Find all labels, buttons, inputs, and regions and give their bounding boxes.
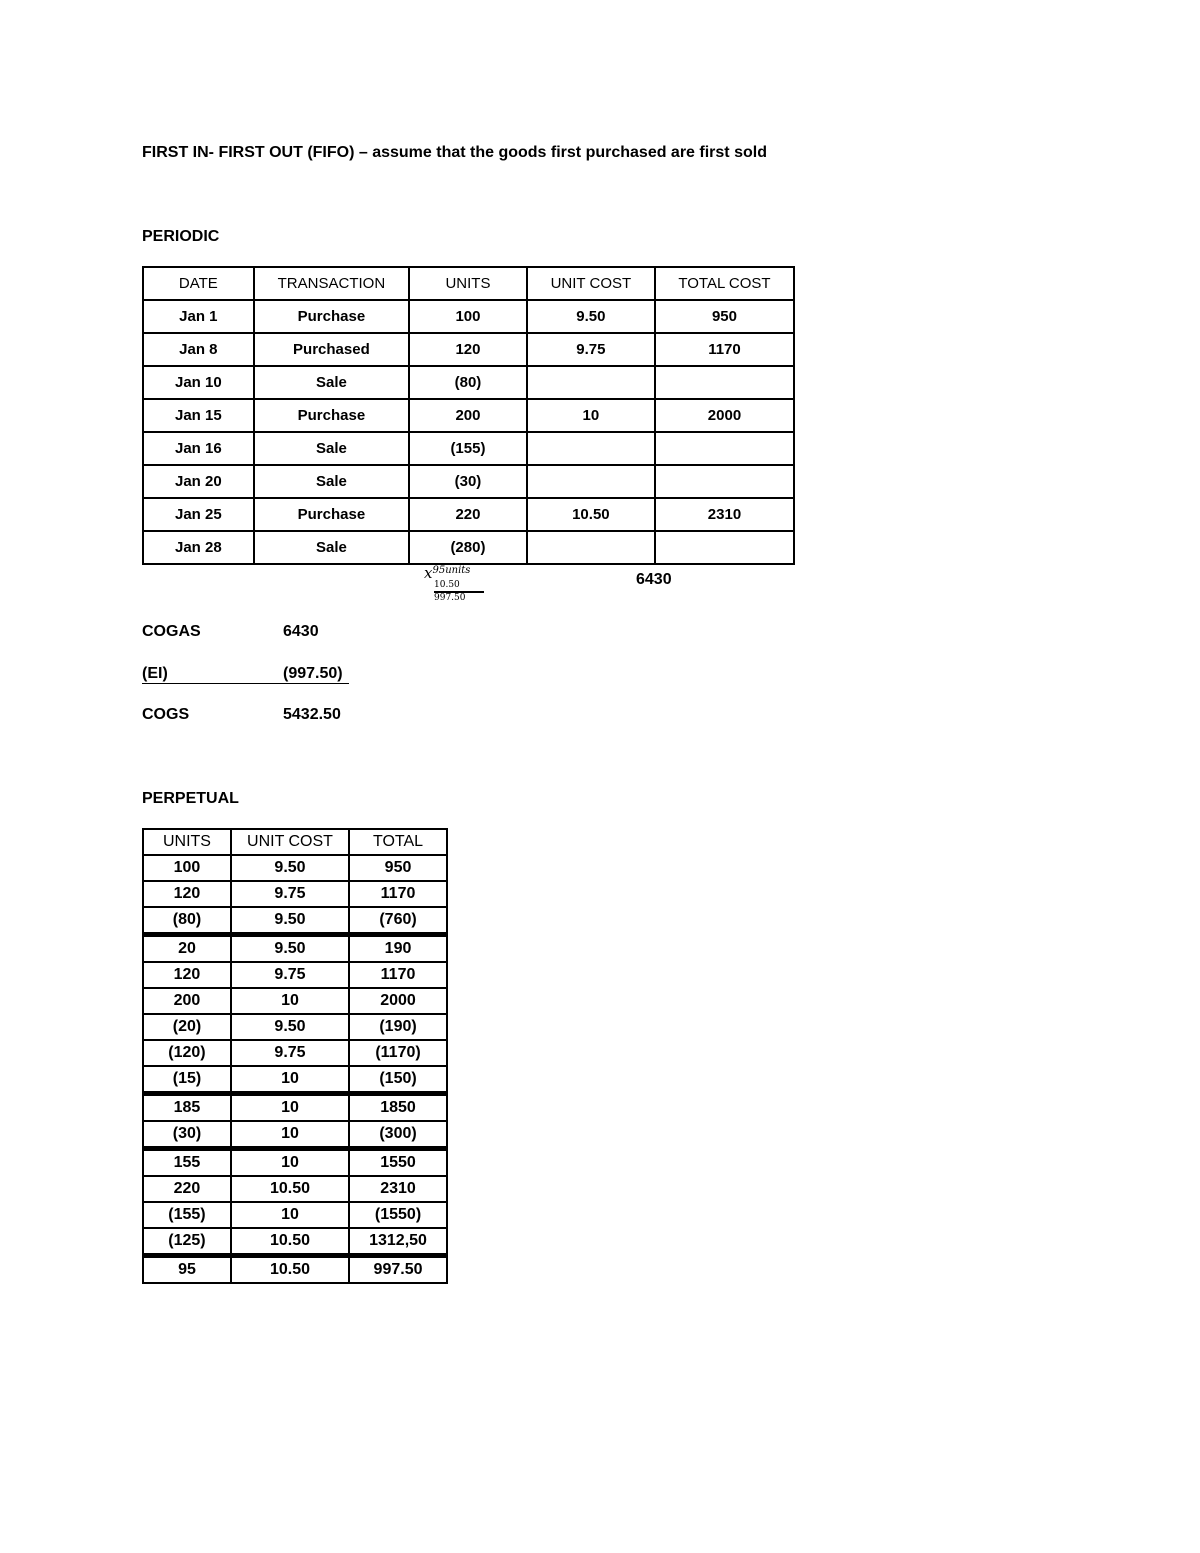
table-cell: (15) xyxy=(143,1066,231,1094)
table-cell: Jan 8 xyxy=(143,333,254,366)
table-cell: 9.75 xyxy=(527,333,655,366)
summary-cogas-value: 6430 xyxy=(283,623,319,640)
table-cell: 10 xyxy=(231,1094,349,1122)
column-header: TOTAL xyxy=(349,829,447,855)
calc-rate: 10.50 xyxy=(434,580,484,593)
table-cell: 2000 xyxy=(655,399,794,432)
table-row xyxy=(143,1121,447,1149)
table-cell: 10.50 xyxy=(231,1176,349,1202)
table-cell: (280) xyxy=(409,531,527,564)
table-cell: 155 xyxy=(143,1149,231,1177)
summary-ei-row xyxy=(142,665,349,684)
table-cell: 20 xyxy=(143,935,231,963)
table-cell: 9.50 xyxy=(231,935,349,963)
table-cell: Jan 10 xyxy=(143,366,254,399)
column-header: UNIT COST xyxy=(527,267,655,300)
table-row xyxy=(143,531,794,564)
table-cell xyxy=(655,531,794,564)
table-cell: 9.50 xyxy=(231,907,349,935)
table-cell: 10 xyxy=(231,1066,349,1094)
table-cell: (1550) xyxy=(349,1202,447,1228)
table-row xyxy=(143,465,794,498)
header-row xyxy=(143,829,447,855)
table-cell: Purchased xyxy=(254,333,409,366)
table-row xyxy=(143,366,794,399)
table-cell: 950 xyxy=(349,855,447,881)
table-cell: 9.75 xyxy=(231,1040,349,1066)
table-row xyxy=(143,1202,447,1228)
calc-units: 95units xyxy=(432,565,471,576)
table-cell: 1170 xyxy=(349,881,447,907)
table-cell: 10.50 xyxy=(231,1228,349,1256)
table-cell: 10.50 xyxy=(527,498,655,531)
table-row xyxy=(143,1094,447,1122)
table-cell: 9.75 xyxy=(231,881,349,907)
summary-cogs-value: 5432.50 xyxy=(283,706,341,723)
table-cell: 100 xyxy=(143,855,231,881)
table-cell: 220 xyxy=(143,1176,231,1202)
table-cell: 100 xyxy=(409,300,527,333)
table-cell: 2310 xyxy=(349,1176,447,1202)
table-cell: (150) xyxy=(349,1066,447,1094)
table-cell: 120 xyxy=(143,962,231,988)
table-cell: Jan 20 xyxy=(143,465,254,498)
table-row xyxy=(143,1066,447,1094)
ending-inventory-calc xyxy=(424,565,484,604)
table-row xyxy=(143,935,447,963)
table-row xyxy=(143,1176,447,1202)
table-cell: (80) xyxy=(143,907,231,935)
table-cell: 10 xyxy=(231,988,349,1014)
table-cell: Purchase xyxy=(254,498,409,531)
table-cell: Jan 1 xyxy=(143,300,254,333)
table-row xyxy=(143,881,447,907)
calc-x: x xyxy=(424,564,433,582)
table-cell: 1550 xyxy=(349,1149,447,1177)
table-cell: 10 xyxy=(231,1202,349,1228)
table-cell: 200 xyxy=(409,399,527,432)
table-row xyxy=(143,333,794,366)
table-cell: (30) xyxy=(143,1121,231,1149)
table-cell: Sale xyxy=(254,366,409,399)
table-cell: 200 xyxy=(143,988,231,1014)
table-cell: 9.50 xyxy=(231,855,349,881)
periodic-total: 6430 xyxy=(636,571,672,588)
table-cell xyxy=(527,531,655,564)
table-cell: 9.50 xyxy=(231,1014,349,1040)
table-cell: 9.50 xyxy=(527,300,655,333)
table-cell: (155) xyxy=(409,432,527,465)
table-cell: 10 xyxy=(231,1149,349,1177)
table-cell: Sale xyxy=(254,432,409,465)
summary-ei-value: (997.50) xyxy=(283,665,343,682)
table-cell: Jan 25 xyxy=(143,498,254,531)
column-header: TRANSACTION xyxy=(254,267,409,300)
document-title: FIRST IN- FIRST OUT (FIFO) – assume that the goods first purchased are first sold xyxy=(142,144,767,161)
table-cell: 185 xyxy=(143,1094,231,1122)
table-cell: Purchase xyxy=(254,399,409,432)
table-row xyxy=(143,300,794,333)
table-row xyxy=(143,1040,447,1066)
table-cell: (190) xyxy=(349,1014,447,1040)
table-cell: 2310 xyxy=(655,498,794,531)
table-cell xyxy=(655,366,794,399)
table-row xyxy=(143,432,794,465)
table-cell: (80) xyxy=(409,366,527,399)
table-cell: Purchase xyxy=(254,300,409,333)
table-cell: 1312,50 xyxy=(349,1228,447,1256)
table-cell xyxy=(527,366,655,399)
table-cell xyxy=(527,432,655,465)
perpetual-heading: PERPETUAL xyxy=(142,790,239,807)
column-header: TOTAL COST xyxy=(655,267,794,300)
table-row xyxy=(143,498,794,531)
table-cell: 9.75 xyxy=(231,962,349,988)
table-row xyxy=(143,1014,447,1040)
table-row xyxy=(143,1228,447,1256)
table-cell: Jan 28 xyxy=(143,531,254,564)
table-row xyxy=(143,962,447,988)
table-row xyxy=(143,907,447,935)
table-cell: 120 xyxy=(409,333,527,366)
table-cell: 997.50 xyxy=(349,1256,447,1284)
table-cell: Jan 15 xyxy=(143,399,254,432)
table-cell: (760) xyxy=(349,907,447,935)
table-cell: Sale xyxy=(254,531,409,564)
table-cell: Jan 16 xyxy=(143,432,254,465)
table-row xyxy=(143,988,447,1014)
table-row xyxy=(143,1149,447,1177)
table-cell xyxy=(527,465,655,498)
periodic-table xyxy=(142,266,795,565)
summary-cogs-label: COGS xyxy=(142,706,190,723)
calc-result: 997.50 xyxy=(434,593,466,603)
table-cell: 1850 xyxy=(349,1094,447,1122)
table-cell: (155) xyxy=(143,1202,231,1228)
table-cell xyxy=(655,465,794,498)
column-header: UNITS xyxy=(143,829,231,855)
table-row xyxy=(143,855,447,881)
summary-cogas-label: COGAS xyxy=(142,623,201,640)
table-cell: Sale xyxy=(254,465,409,498)
table-cell: 220 xyxy=(409,498,527,531)
table-cell: 1170 xyxy=(349,962,447,988)
table-cell: (300) xyxy=(349,1121,447,1149)
table-cell: (20) xyxy=(143,1014,231,1040)
table-cell: (1170) xyxy=(349,1040,447,1066)
table-row xyxy=(143,399,794,432)
column-header: UNIT COST xyxy=(231,829,349,855)
table-cell: 2000 xyxy=(349,988,447,1014)
table-cell: (30) xyxy=(409,465,527,498)
table-cell: 190 xyxy=(349,935,447,963)
table-cell: 120 xyxy=(143,881,231,907)
table-cell: 1170 xyxy=(655,333,794,366)
column-header: UNITS xyxy=(409,267,527,300)
periodic-heading: PERIODIC xyxy=(142,228,220,245)
table-cell: 10.50 xyxy=(231,1256,349,1284)
summary-ei-label: (EI) xyxy=(142,665,168,682)
table-cell: 950 xyxy=(655,300,794,333)
table-cell: (125) xyxy=(143,1228,231,1256)
table-row xyxy=(143,1256,447,1284)
table-cell: (120) xyxy=(143,1040,231,1066)
perpetual-table xyxy=(142,828,448,1284)
table-cell: 10 xyxy=(231,1121,349,1149)
table-cell: 10 xyxy=(527,399,655,432)
header-row xyxy=(143,267,794,300)
column-header: DATE xyxy=(143,267,254,300)
table-cell: 95 xyxy=(143,1256,231,1284)
table-cell xyxy=(655,432,794,465)
